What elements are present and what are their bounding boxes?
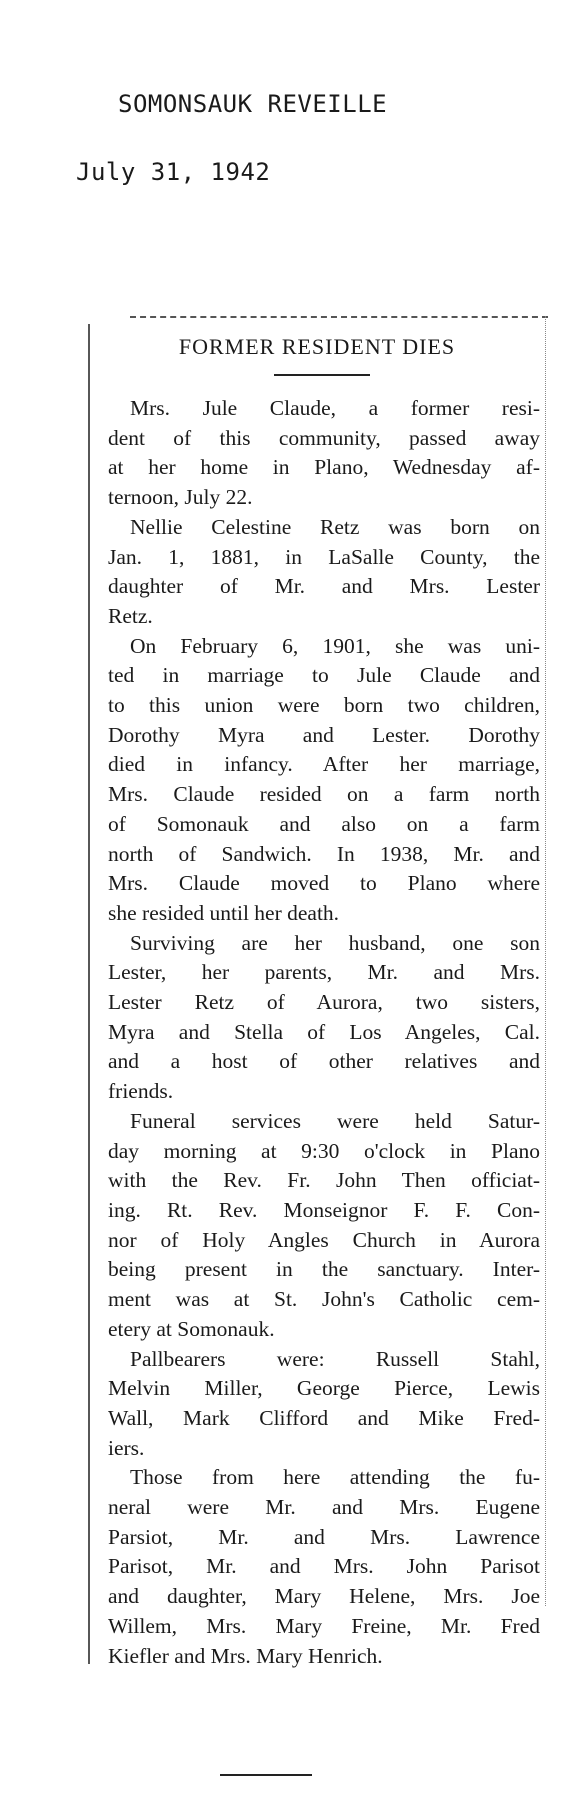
- article-line: Lester, her parents, Mr. and Mrs.: [108, 960, 540, 985]
- newspaper-clipping: [86, 316, 548, 1676]
- article-line: Surviving are her husband, one son: [130, 930, 540, 955]
- article-line: of Somonauk and also on a farm: [108, 811, 540, 836]
- article-line: Mrs. Jule Claude, a former resi-: [130, 396, 540, 420]
- article-line: ted in marriage to Jule Claude and: [108, 663, 540, 688]
- article-paragraph: [108, 1107, 540, 1345]
- article-line: On February 6, 1901, she was uni-: [130, 633, 540, 658]
- article-line: and daughter, Mary Helene, Mrs. Joe: [108, 1584, 540, 1609]
- article-line: Mrs. Claude moved to Plano where: [108, 871, 540, 896]
- article-line: Mrs. Claude resided on a farm north: [108, 782, 540, 807]
- article-line: ing. Rt. Rev. Monseignor F. F. Con-: [108, 1197, 540, 1222]
- article-line: Those from here attending the fu-: [130, 1465, 540, 1490]
- article-line: iers.: [108, 1435, 145, 1460]
- article-line: daughter of Mr. and Mrs. Lester: [108, 574, 540, 599]
- article-end-divider: [220, 1774, 312, 1776]
- article-paragraph: [108, 929, 540, 1107]
- article-line: died in infancy. After her marriage,: [108, 752, 540, 777]
- article-body: [108, 394, 540, 1671]
- clipping-right-edge: [545, 316, 546, 1606]
- article-line: Parisot, Mr. and Mrs. John Parisot: [108, 1554, 540, 1579]
- article-paragraph: [108, 632, 540, 929]
- article-line: Retz.: [108, 603, 153, 628]
- article-line: day morning at 9:30 o'clock in Plano: [108, 1138, 540, 1163]
- article-line: neral were Mr. and Mrs. Eugene: [108, 1495, 540, 1520]
- article-line: Myra and Stella of Los Angeles, Cal.: [108, 1019, 540, 1044]
- article-line: Funeral services were held Satur-: [130, 1108, 540, 1133]
- article-paragraph: [108, 513, 540, 632]
- article-line: Jan. 1, 1881, in LaSalle County, the: [108, 544, 540, 569]
- article-line: with the Rev. Fr. John Then officiat-: [108, 1168, 540, 1193]
- article-line: Melvin Miller, George Pierce, Lewis: [108, 1376, 540, 1401]
- clipping-left-edge: [88, 324, 90, 1664]
- headline-divider: [274, 374, 370, 376]
- article-line: north of Sandwich. In 1938, Mr. and: [108, 841, 540, 866]
- article-line: she resided until her death.: [108, 900, 340, 925]
- article-line: nor of Holy Angles Church in Aurora: [108, 1227, 540, 1252]
- article-line: Nellie Celestine Retz was born on: [130, 514, 540, 539]
- article-line: Parsiot, Mr. and Mrs. Lawrence: [108, 1524, 540, 1549]
- article-line: ternoon, July 22.: [108, 485, 253, 510]
- article-line: at her home in Plano, Wednesday af-: [108, 455, 540, 480]
- article-headline: FORMER RESIDENT DIES: [178, 334, 456, 359]
- article-line: ment was at St. John's Catholic cem-: [108, 1287, 540, 1312]
- article-line: being present in the sanctuary. Inter-: [108, 1257, 540, 1282]
- article-paragraph: [108, 1463, 540, 1671]
- article-line: Wall, Mark Clifford and Mike Fred-: [108, 1405, 540, 1430]
- article-paragraph: [108, 394, 540, 513]
- article-line: dent of this community, passed away: [108, 425, 540, 450]
- article-line: Kiefler and Mrs. Mary Henrich.: [108, 1643, 383, 1668]
- article-line: Lester Retz of Aurora, two sisters,: [108, 990, 540, 1015]
- article-line: to this union were born two children,: [108, 693, 540, 718]
- newspaper-name: SOMONSAUK REVEILLE: [118, 90, 388, 118]
- article-line: friends.: [108, 1079, 174, 1104]
- article-line: Pallbearers were: Russell Stahl,: [130, 1346, 540, 1371]
- clipping-top-edge: [130, 316, 548, 318]
- article-line: Willem, Mrs. Mary Freine, Mr. Fred: [108, 1613, 540, 1638]
- article-paragraph: [108, 1345, 540, 1464]
- article-line: etery at Somonauk.: [108, 1316, 275, 1341]
- article-line: and a host of other relatives and: [108, 1049, 540, 1074]
- publication-date: July 31, 1942: [76, 158, 271, 186]
- article-line: Dorothy Myra and Lester. Dorothy: [108, 722, 540, 747]
